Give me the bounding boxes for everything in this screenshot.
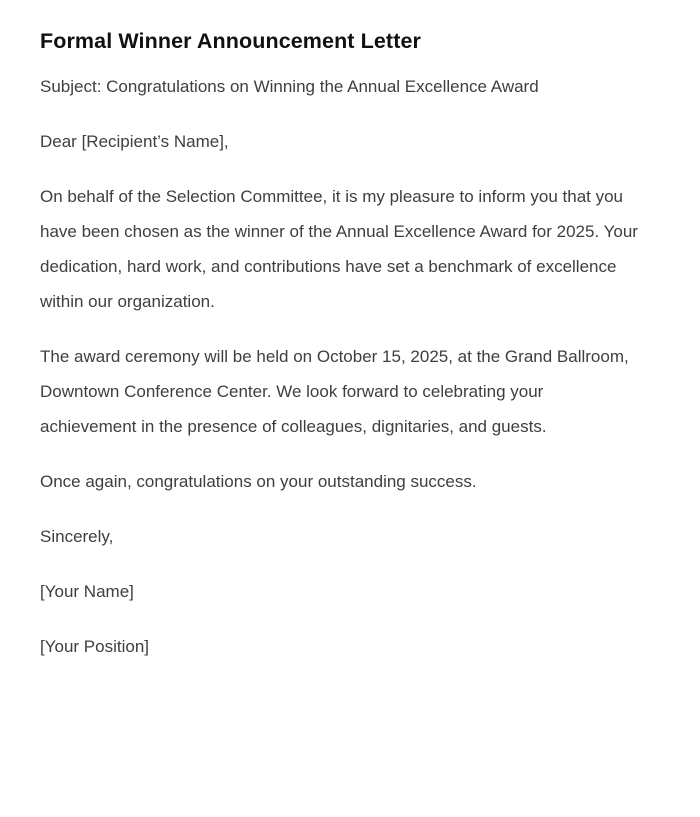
body-paragraph-announcement: On behalf of the Selection Committee, it is my pleasure to inform you that you have been chosen as the winner of the Annual Excellence Award for 2025. Your dedication, hard work, and contributions have set a benchmark of excellence within our organization. (40, 187, 638, 311)
body-paragraph-ceremony: The award ceremony will be held on October 15, 2025, at the Grand Ballroom, Downtown Conference Center. We look forward to celebrating your achievement in the presence of colleagues, dignitaries, and guests. (40, 347, 629, 436)
body-paragraph-congratulations: Once again, congratulations on your outstanding success. (40, 472, 477, 491)
signature-position-placeholder: [Your Position] (40, 637, 149, 656)
closing-line: Sincerely, (40, 527, 114, 546)
subject-line: Subject: Congratulations on Winning the Annual Excellence Award (40, 77, 539, 96)
signature-name-placeholder: [Your Name] (40, 582, 134, 601)
salutation-line: Dear [Recipient’s Name], (40, 132, 229, 151)
page-title: Formal Winner Announcement Letter (40, 29, 421, 53)
